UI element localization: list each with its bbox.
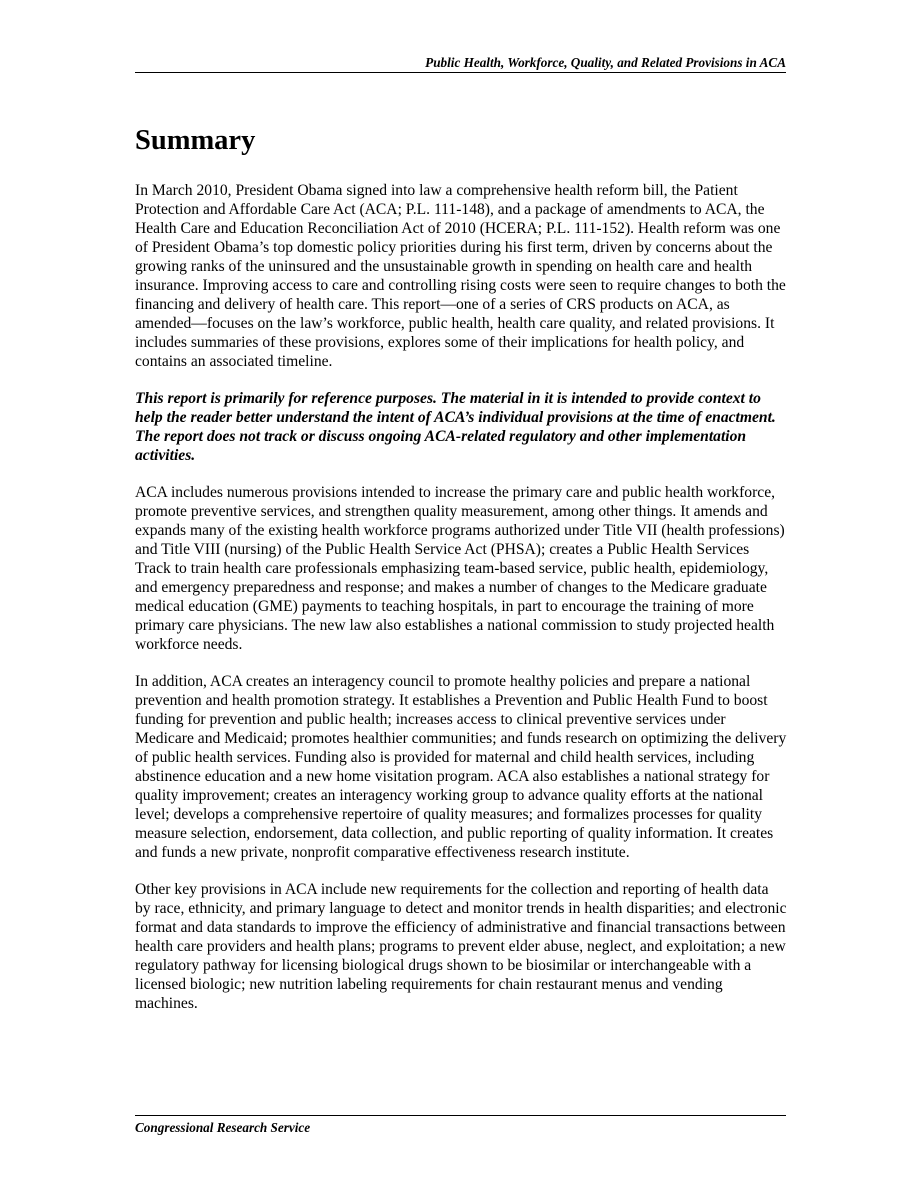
summary-paragraph-prevention-quality: In addition, ACA creates an interagency council to promote healthy policies and prepare a national prevention and health promotion strategy. It establishes a Prevention and Public Health Fund to boost funding for prevention and public health; increases access to clinical preventive services under Medicare and Medicaid; promotes healthier communities; and funds research on optimizing the delivery of public health services. Funding also is provided for maternal and child health services, including abstinence education and a new home visitation program. ACA also establishes a national strategy for quality improvement; creates an interagency working group to advance quality efforts at the national level; develops a comprehensive repertoire of quality measures; and formalizes processes for quality measure selection, endorsement, data collection, and public reporting of quality information. It creates and funds a new private, nonprofit comparative effectiveness research institute. xyxy=(135,673,787,861)
page-title: Summary xyxy=(135,125,256,156)
running-header: Public Health, Workforce, Quality, and Related Provisions in ACA xyxy=(425,55,786,70)
summary-paragraph-workforce: ACA includes numerous provisions intended to increase the primary care and public health workforce, promote preventive services, and strengthen quality measurement, among other things. It amends and expands many of the existing health workforce programs authorized under Title VII (health professions) and Title VIII (nursing) of the Public Health Service Act (PHSA); creates a Public Health Services Track to train health care professionals emphasizing team-based service, public health, epidemiology, and emergency preparedness and response; and makes a number of changes to the Medicare graduate medical education (GME) payments to teaching hospitals, in part to encourage the training of more primary care physicians. The new law also establishes a national commission to study projected health workforce needs. xyxy=(135,484,785,653)
header-divider xyxy=(135,72,786,73)
reference-purpose-note: This report is primarily for reference purposes. The material in it is intended to provide context to help the reader better understand the intent of ACA’s individual provisions at the time of enactment. The report does not track or discuss ongoing ACA-related regulatory and other implementation activities. xyxy=(135,390,776,464)
page-body xyxy=(135,124,787,1031)
summary-paragraph-intro: In March 2010, President Obama signed into law a comprehensive health reform bill, the Patient Protection and Affordable Care Act (ACA; P.L. 111-148), and a package of amendments to ACA, the Health Care and Education Reconciliation Act of 2010 (HCERA; P.L. 111-152). Health reform was one of President Obama’s top domestic policy priorities during his first term, driven by concerns about the growing ranks of the uninsured and the unsustainable growth in spending on health care and health insurance. Improving access to care and controlling rising costs were seen to require changes to both the financing and delivery of health care. This report—one of a series of CRS products on ACA, as amended—focuses on the law’s workforce, public health, health care quality, and related provisions. It includes summaries of these provisions, explores some of their implications for health policy, and contains an associated timeline. xyxy=(135,182,786,370)
running-footer: Congressional Research Service xyxy=(135,1120,311,1135)
footer-divider xyxy=(135,1115,786,1116)
summary-paragraph-other-provisions: Other key provisions in ACA include new requirements for the collection and reporting of health data by race, ethnicity, and primary language to detect and monitor trends in health disparities; and electronic format and data standards to improve the efficiency of administrative and financial transactions between health care providers and health plans; programs to prevent elder abuse, neglect, and exploitation; a new regulatory pathway for licensing biological drugs shown to be biosimilar or interchangeable with a licensed biologic; new nutrition labeling requirements for chain restaurant menus and vending machines. xyxy=(135,881,787,1012)
